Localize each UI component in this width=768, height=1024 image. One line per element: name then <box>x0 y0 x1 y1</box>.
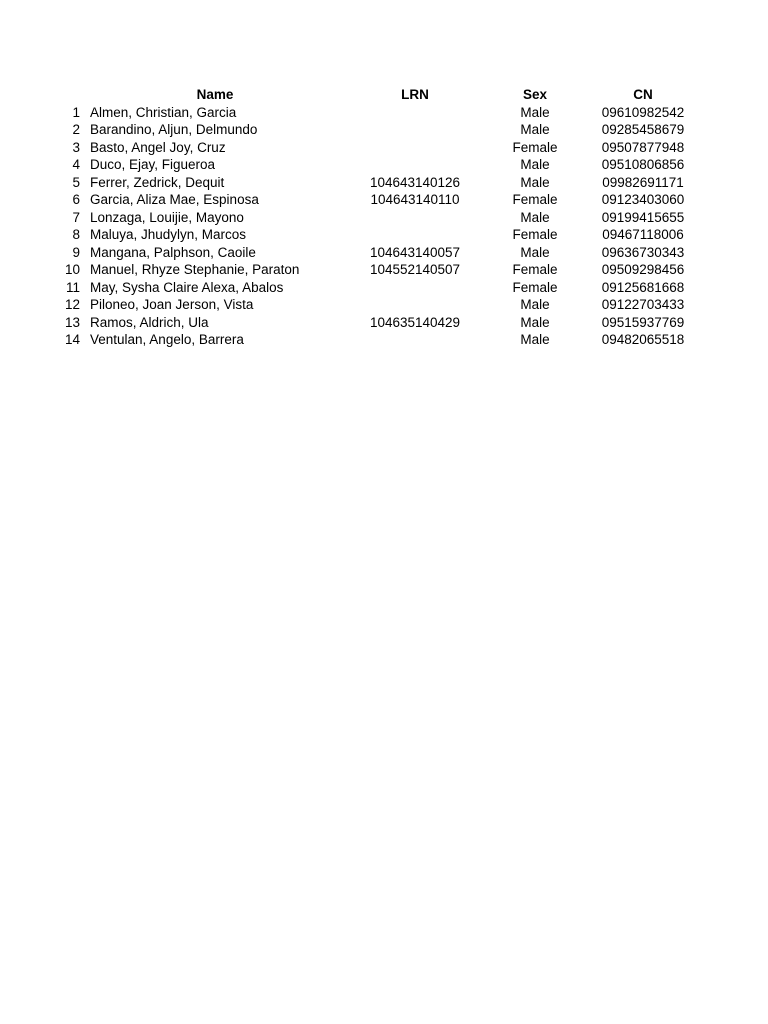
table-row <box>60 226 706 244</box>
student-name: Mangana, Palphson, Caoile <box>90 244 256 260</box>
student-name: Almen, Christian, Garcia <box>90 104 237 120</box>
student-sex: Male <box>520 104 550 120</box>
student-name: Piloneo, Joan Jerson, Vista <box>90 297 254 312</box>
student-sex: Female <box>512 139 558 155</box>
row-number: 1 <box>72 104 80 120</box>
student-lrn: 104635140429 <box>369 314 461 330</box>
table-row <box>60 121 706 139</box>
student-sex: Female <box>512 262 558 277</box>
table-row <box>60 104 706 122</box>
student-name: Ventulan, Angelo, Barrera <box>90 332 244 347</box>
student-sex: Male <box>520 157 550 172</box>
student-name: May, Sysha Claire Alexa, Abalos <box>90 279 284 295</box>
student-name: Manuel, Rhyze Stephanie, Paraton <box>90 262 300 277</box>
student-lrn <box>340 296 490 314</box>
student-sex: Male <box>520 332 550 347</box>
row-number: 9 <box>72 244 80 260</box>
row-number: 14 <box>64 332 80 347</box>
student-lrn: 104643140057 <box>369 244 461 260</box>
header-row <box>60 86 706 104</box>
header-cn: CN <box>633 87 653 102</box>
student-lrn: 104552140507 <box>369 262 461 277</box>
row-number: 7 <box>72 209 80 225</box>
student-lrn: 104643140126 <box>369 174 461 190</box>
student-contact-number: 09515937769 <box>601 314 685 330</box>
table-row <box>60 174 706 192</box>
table-row <box>60 279 706 297</box>
header-sex: Sex <box>522 87 548 102</box>
student-lrn <box>340 139 490 157</box>
student-name: Duco, Ejay, Figueroa <box>90 157 216 172</box>
student-contact-number: 09636730343 <box>601 244 685 260</box>
student-lrn <box>340 209 490 227</box>
table-row <box>60 331 706 349</box>
table-row <box>60 261 706 279</box>
table-row <box>60 314 706 332</box>
table-row <box>60 244 706 262</box>
student-sex: Female <box>512 279 558 295</box>
student-sex: Male <box>520 209 550 225</box>
row-number: 4 <box>72 157 80 172</box>
student-contact-number: 09123403060 <box>601 192 685 207</box>
student-name: Maluya, Jhudylyn, Marcos <box>90 227 247 242</box>
row-number: 8 <box>72 227 80 242</box>
student-contact-number: 09510806856 <box>601 157 685 172</box>
row-number: 5 <box>72 174 80 190</box>
table-row <box>60 156 706 174</box>
row-number: 13 <box>64 314 80 330</box>
student-lrn: 104643140110 <box>370 192 460 207</box>
row-number: 2 <box>72 122 80 137</box>
student-name: Ramos, Aldrich, Ula <box>90 314 209 330</box>
student-sex: Male <box>520 174 550 190</box>
table-row <box>60 296 706 314</box>
student-contact-number: 09610982542 <box>601 104 685 120</box>
student-contact-number: 09125681668 <box>601 279 685 295</box>
student-lrn <box>340 121 490 139</box>
student-sex: Female <box>512 192 558 207</box>
row-number: 6 <box>72 192 80 207</box>
student-sex: Female <box>512 227 558 242</box>
table-row <box>60 191 706 209</box>
student-lrn <box>340 104 490 122</box>
student-contact-number: 09482065518 <box>601 332 685 347</box>
student-name: Lonzaga, Louijie, Mayono <box>90 209 244 225</box>
student-name: Barandino, Aljun, Delmundo <box>90 122 258 137</box>
student-name: Garcia, Aliza Mae, Espinosa <box>90 192 259 207</box>
table-row <box>60 139 706 157</box>
student-roster-table <box>60 86 706 349</box>
row-number: 12 <box>64 297 80 312</box>
row-number: 10 <box>64 262 80 277</box>
student-contact-number: 09507877948 <box>601 139 685 155</box>
student-sex: Male <box>520 244 550 260</box>
header-lrn: LRN <box>401 87 429 102</box>
student-contact-number: 09509298456 <box>601 262 685 277</box>
student-contact-number: 09982691171 <box>602 174 684 190</box>
student-contact-number: 09467118006 <box>602 227 684 242</box>
student-name: Ferrer, Zedrick, Dequit <box>90 174 225 190</box>
header-name: Name <box>196 87 234 102</box>
student-contact-number: 09122703433 <box>601 297 685 312</box>
table-row <box>60 209 706 227</box>
student-contact-number: 09285458679 <box>601 122 685 137</box>
student-lrn <box>340 331 490 349</box>
student-lrn <box>340 156 490 174</box>
roster-body <box>60 104 706 349</box>
student-sex: Male <box>520 297 550 312</box>
row-number: 3 <box>72 139 80 155</box>
student-lrn <box>340 226 490 244</box>
student-sex: Male <box>520 122 550 137</box>
row-number: 11 <box>65 279 80 295</box>
student-name: Basto, Angel Joy, Cruz <box>90 139 226 155</box>
student-sex: Male <box>520 314 550 330</box>
student-contact-number: 09199415655 <box>601 209 685 225</box>
student-lrn <box>340 279 490 297</box>
header-number <box>60 86 90 104</box>
